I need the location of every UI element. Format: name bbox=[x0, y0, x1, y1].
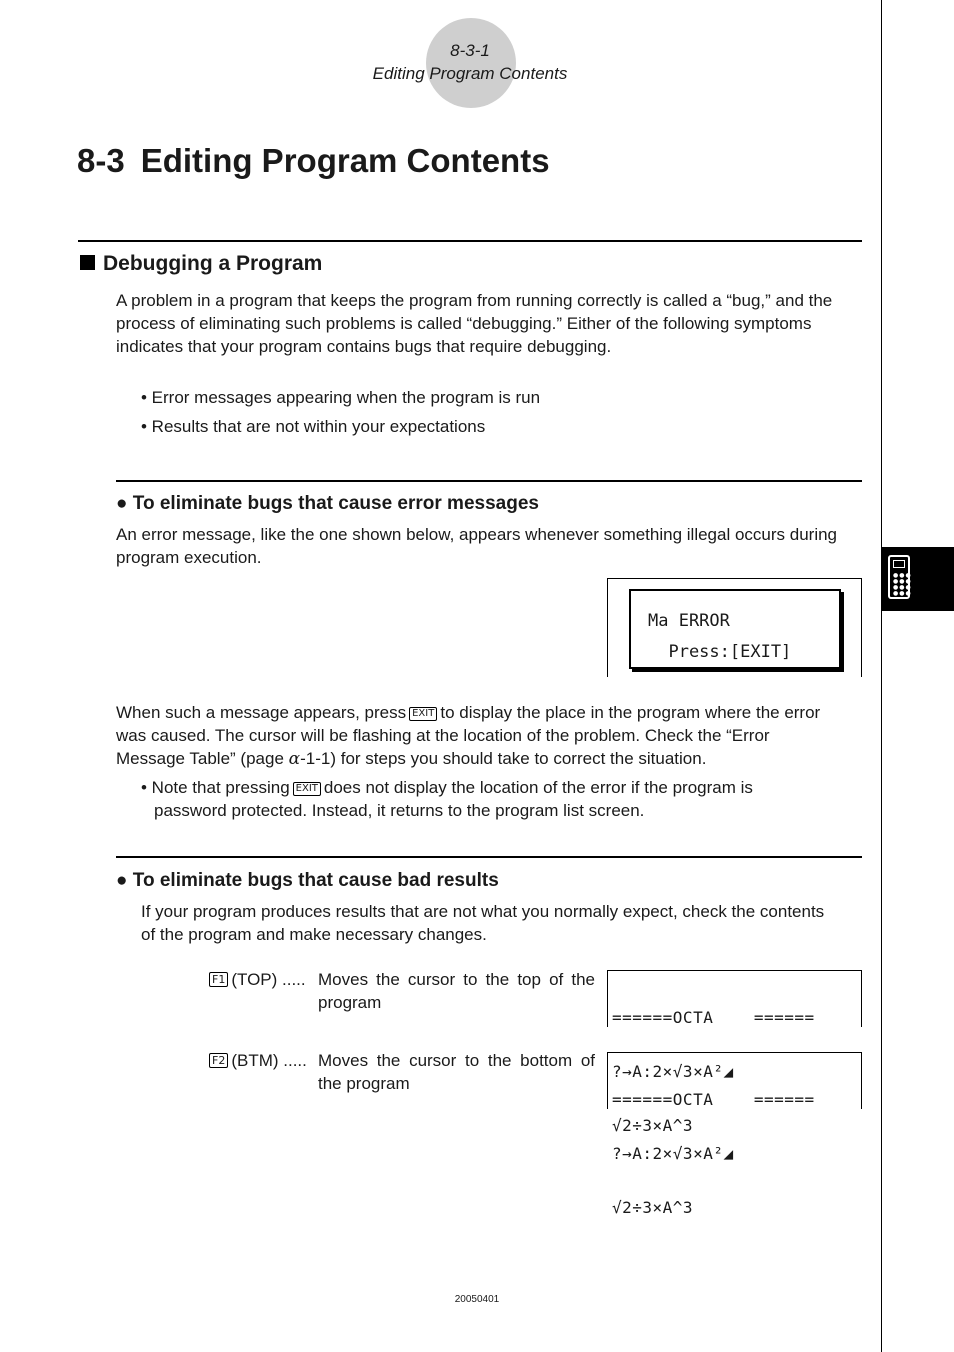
section-rule bbox=[78, 240, 862, 242]
exit-key-icon: EXIT bbox=[409, 707, 437, 721]
error-line: Ma ERROR bbox=[648, 611, 730, 631]
exit-key-icon: EXIT bbox=[293, 782, 321, 796]
f1-description: Moves the cursor to the top of the program bbox=[318, 970, 595, 1012]
chapter-title-text: Editing Program Contents bbox=[140, 142, 550, 179]
program-listing: ======OCTA ====== ?→A:2×√3×A²◢ √2÷3×A^3 bbox=[612, 1008, 815, 1135]
error-dialog bbox=[629, 589, 841, 669]
subsection-paragraph: An error message, like the one shown below, appears whenever something illegal occurs during program execution. bbox=[116, 525, 838, 567]
header-title: Editing Program Contents bbox=[372, 64, 568, 83]
error-press-line: Press:[EXIT] bbox=[648, 642, 792, 662]
subsection-rule bbox=[116, 856, 862, 858]
chapter-title bbox=[77, 142, 550, 180]
section-title bbox=[80, 252, 322, 276]
bottom-cursor-screen bbox=[607, 1052, 862, 1217]
header-circle bbox=[426, 18, 516, 108]
alpha-symbol: α bbox=[288, 749, 301, 769]
subsection-rule bbox=[116, 480, 862, 482]
section-title-text: Debugging a Program bbox=[103, 252, 323, 275]
page-edge-rule bbox=[881, 0, 882, 1352]
section-intro: A problem in a program that keeps the program from running correctly is called a “bug,” and the process of eliminating such problems is called “debugging.” Either of the following symptoms indicates that your program contains bugs that require debugging. bbox=[116, 291, 833, 356]
f1-key-icon: F1 bbox=[209, 972, 228, 987]
header-page-number: 8-3-1 bbox=[450, 41, 490, 60]
note-item: • Note that pressing EXIT does not display the location of the error if the program is password protected. Instead, it returns to the program list screen. bbox=[141, 778, 753, 820]
f2-key-icon: F2 bbox=[209, 1053, 228, 1068]
subsection-title-results: ● To eliminate bugs that cause bad results bbox=[116, 870, 499, 891]
program-listing: ======OCTA ====== ?→A:2×√3×A²◢ √2÷3×A^3 bbox=[612, 1090, 815, 1217]
top-cursor-screen bbox=[607, 970, 862, 1135]
subsection-paragraph: If your program produces results that are not what you normally expect, check the contents of the program and make necessary changes. bbox=[141, 902, 825, 944]
section-square-icon bbox=[80, 255, 95, 270]
f2-key-row: F2 (BTM) ..... bbox=[209, 1049, 307, 1072]
bullet-dot-icon: ● bbox=[116, 870, 128, 891]
subsection-title-errors: ● To eliminate bugs that cause error messages bbox=[116, 493, 539, 514]
f2-description: Moves the cursor to the bottom of the program bbox=[318, 1051, 595, 1093]
calculator-icon: ●●● ●●● ●●● ●●● bbox=[888, 555, 910, 599]
f1-key-row: F1 (TOP) ..... bbox=[209, 968, 306, 991]
bullet-item: • Error messages appearing when the program is run bbox=[141, 388, 541, 407]
bullet-dot-icon: ● bbox=[116, 493, 128, 514]
footer-code: 20050401 bbox=[454, 1294, 500, 1305]
error-screen bbox=[607, 578, 862, 677]
chapter-number: 8-3 bbox=[77, 142, 125, 179]
bullet-item: • Results that are not within your expectations bbox=[141, 417, 486, 436]
error-instructions: When such a message appears, press EXIT to display the place in the program where the error was caused. The cursor will be flashing at the location of the problem. Check the “Error Message Table” (page α-1-1) for steps you should take to correct the situation. bbox=[116, 703, 821, 769]
